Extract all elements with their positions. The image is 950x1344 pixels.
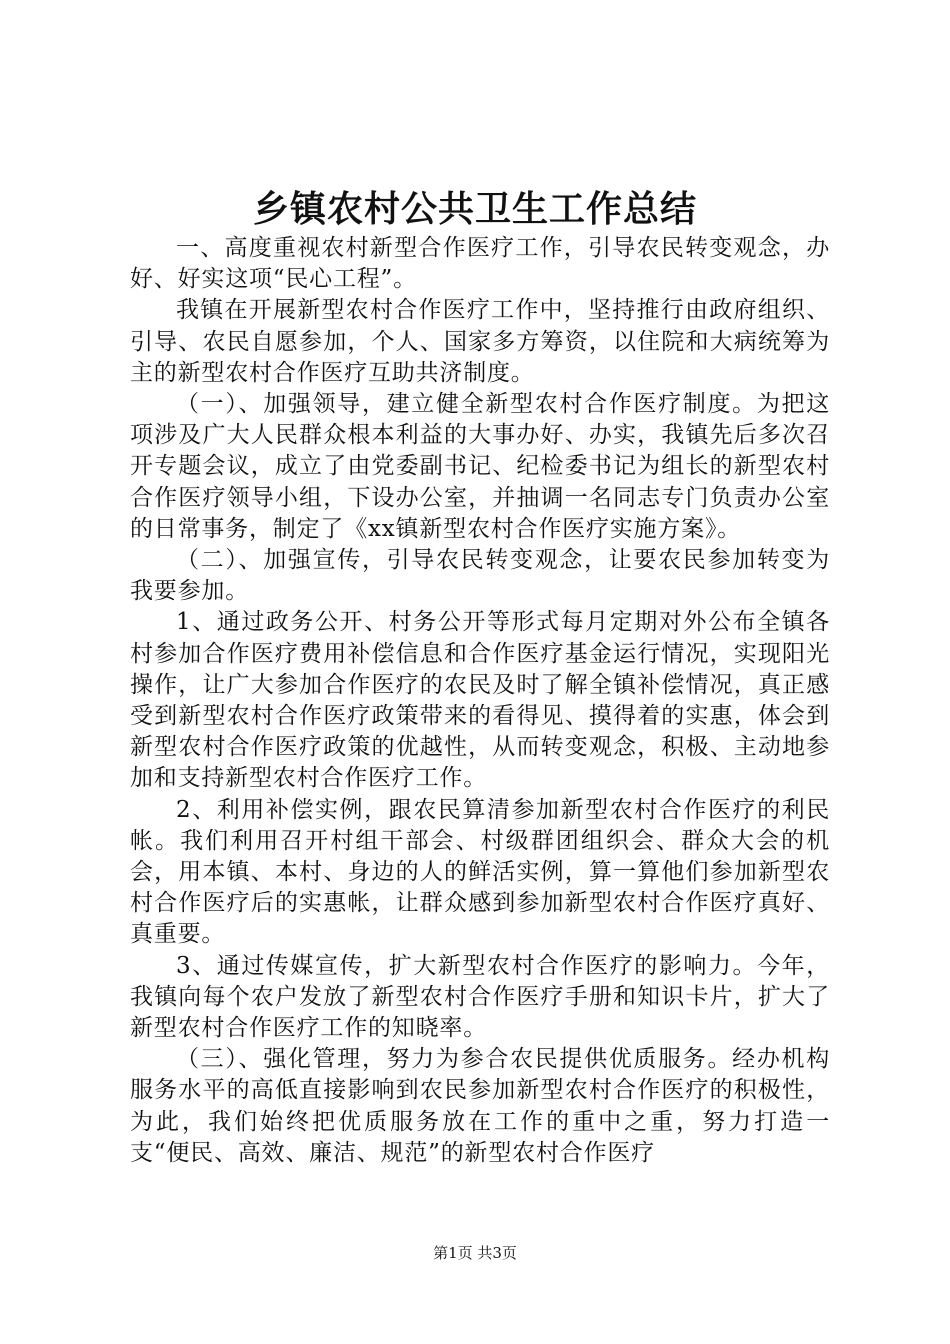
paragraph-subsection-2: （二）、加强宣传，引导农民转变观念，让要农民参加转变为我要参加。 (130, 547, 830, 605)
document-title: 乡镇农村公共卫生工作总结 (252, 189, 697, 230)
document-body (130, 233, 830, 1169)
page-number-footer: 第1页 共3页 (433, 1244, 517, 1262)
paragraph-subsection-1: （一）、加强领导，建立健全新型农村合作医疗制度。为把这项涉及广大人民群众根本利益的大事办好、办实，我镇先后多次召开专题会议，成立了由党委副书记、纪检委书记为组长的新型农村合作医疗领导小组，下设办公室，并抽调一名同志专门负责办公室的日常事务，制定了《xx镇新型农村合作医疗实施方案》。 (130, 391, 830, 542)
paragraph-intro: 我镇在开展新型农村合作医疗工作中，坚持推行由政府组织、引导、农民自愿参加，个人、国家多方筹资，以住院和大病统筹为主的新型农村合作医疗互助共济制度。 (130, 297, 830, 386)
paragraph-item-1: 1、通过政务公开、村务公开等形式每月定期对外公布全镇各村参加合作医疗费用补偿信息和合作医疗基金运行情况，实现阳光操作，让广大参加合作医疗的农民及时了解全镇补偿情况，真正感受到新型农村合作医疗政策带来的看得见、摸得着的实惠，体会到新型农村合作医疗政策的优越性，从而转变观念，积极、主动地参加和支持新型农村合作医疗工作。 (130, 609, 830, 792)
paragraph-subsection-3: （三）、强化管理，努力为参合农民提供优质服务。经办机构服务水平的高低直接影响到农民参加新型农村合作医疗的积极性，为此，我们始终把优质服务放在工作的重中之重，努力打造一支“便民、高效、廉洁、规范”的新型农村合作医疗 (130, 1046, 830, 1166)
paragraph-item-2: 2、利用补偿实例，跟农民算清参加新型农村合作医疗的利民帐。我们利用召开村组干部会、村级群团组织会、群众大会的机会，用本镇、本村、身边的人的鲜活实例，算一算他们参加新型农村合作医疗后的实惠帐，让群众感到参加新型农村合作医疗真好、真重要。 (130, 796, 830, 948)
paragraph-section-1-heading: 一、高度重视农村新型合作医疗工作，引导农民转变观念，办好、好实这项“民心工程”。 (130, 235, 830, 293)
paragraph-item-3: 3、通过传媒宣传，扩大新型农村合作医疗的影响力。今年，我镇向每个农户发放了新型农村合作医疗手册和知识卡片，扩大了新型农村合作医疗工作的知晓率。 (130, 952, 830, 1042)
